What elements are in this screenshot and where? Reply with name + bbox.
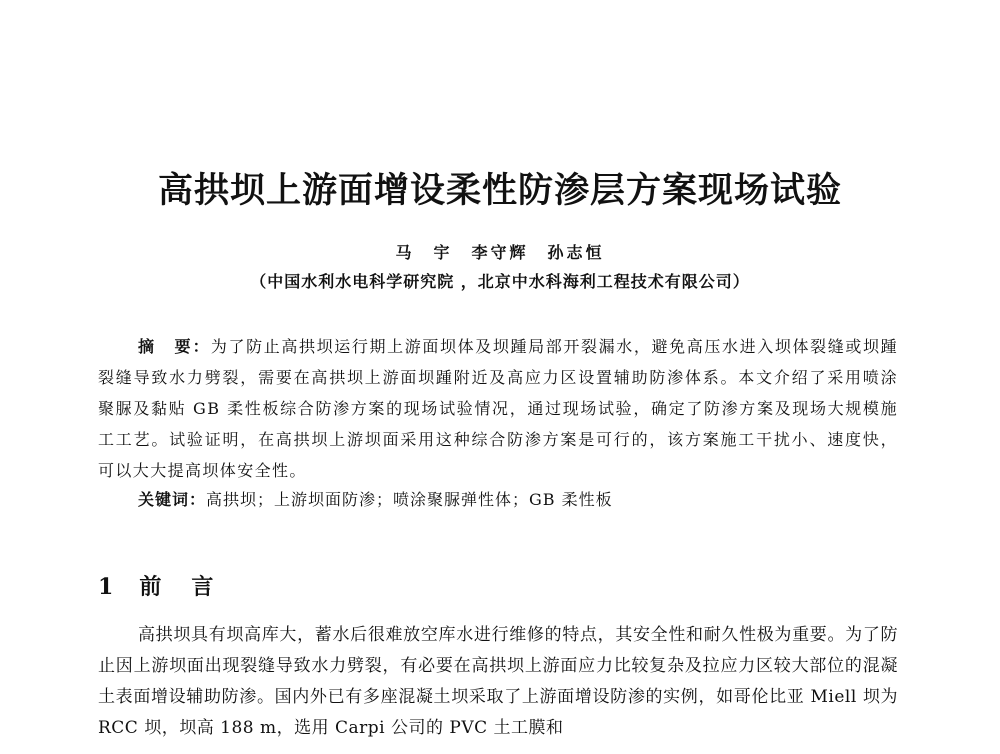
abstract bbox=[98, 331, 898, 486]
abstract-label: 摘 要： bbox=[138, 337, 211, 356]
section-heading bbox=[98, 570, 217, 601]
section-title: 前 言 bbox=[139, 575, 218, 600]
author-list: 马 宇 李守辉 孙志恒 bbox=[395, 243, 605, 262]
body-paragraph: 高拱坝具有坝高库大，蓄水后很难放空库水进行维修的特点，其安全性和耐久性极为重要。为了防止因上游坝面出现裂缝导致水力劈裂，有必要在高拱坝上游面应力比较复杂及拉应力区较大部位的混凝土表面增设辅助防渗。国内外已有多座混凝土坝采取了上游面增设防渗的实例，如哥伦比亚 Miell 坝为 RCC 坝，坝高 188 m，选用 Carpi 公司的 PVC 土工膜和 bbox=[98, 625, 898, 738]
keywords-label: 关键词： bbox=[138, 490, 207, 509]
abstract-text: 为了防止高拱坝运行期上游面坝体及坝踵局部开裂漏水，避免高压水进入坝体裂缝或坝踵裂缝导致水力劈裂，需要在高拱坝上游面坝踵附近及高应力区设置辅助防渗体系。本文介绍了采用喷涂聚脲及黏贴 GB 柔性板综合防渗方案的现场试验情况，通过现场试验，确定了防渗方案及现场大规模施工工艺。试验证明，在高拱坝上游坝面采用这种综合防渗方案是可行的，该方案施工干扰小、速度快，可以大大提高坝体安全性。 bbox=[98, 337, 898, 480]
keywords bbox=[138, 487, 898, 510]
paper-title: 高拱坝上游面增设柔性防渗层方案现场试验 bbox=[157, 171, 842, 212]
author-affiliation: （中国水利水电科学研究院 ，北京中水科海利工程技术有限公司） bbox=[250, 272, 750, 291]
section-number: 1 bbox=[98, 574, 118, 600]
keywords-text: 高拱坝；上游坝面防渗；喷涂聚脲弹性体；GB 柔性板 bbox=[206, 490, 613, 509]
